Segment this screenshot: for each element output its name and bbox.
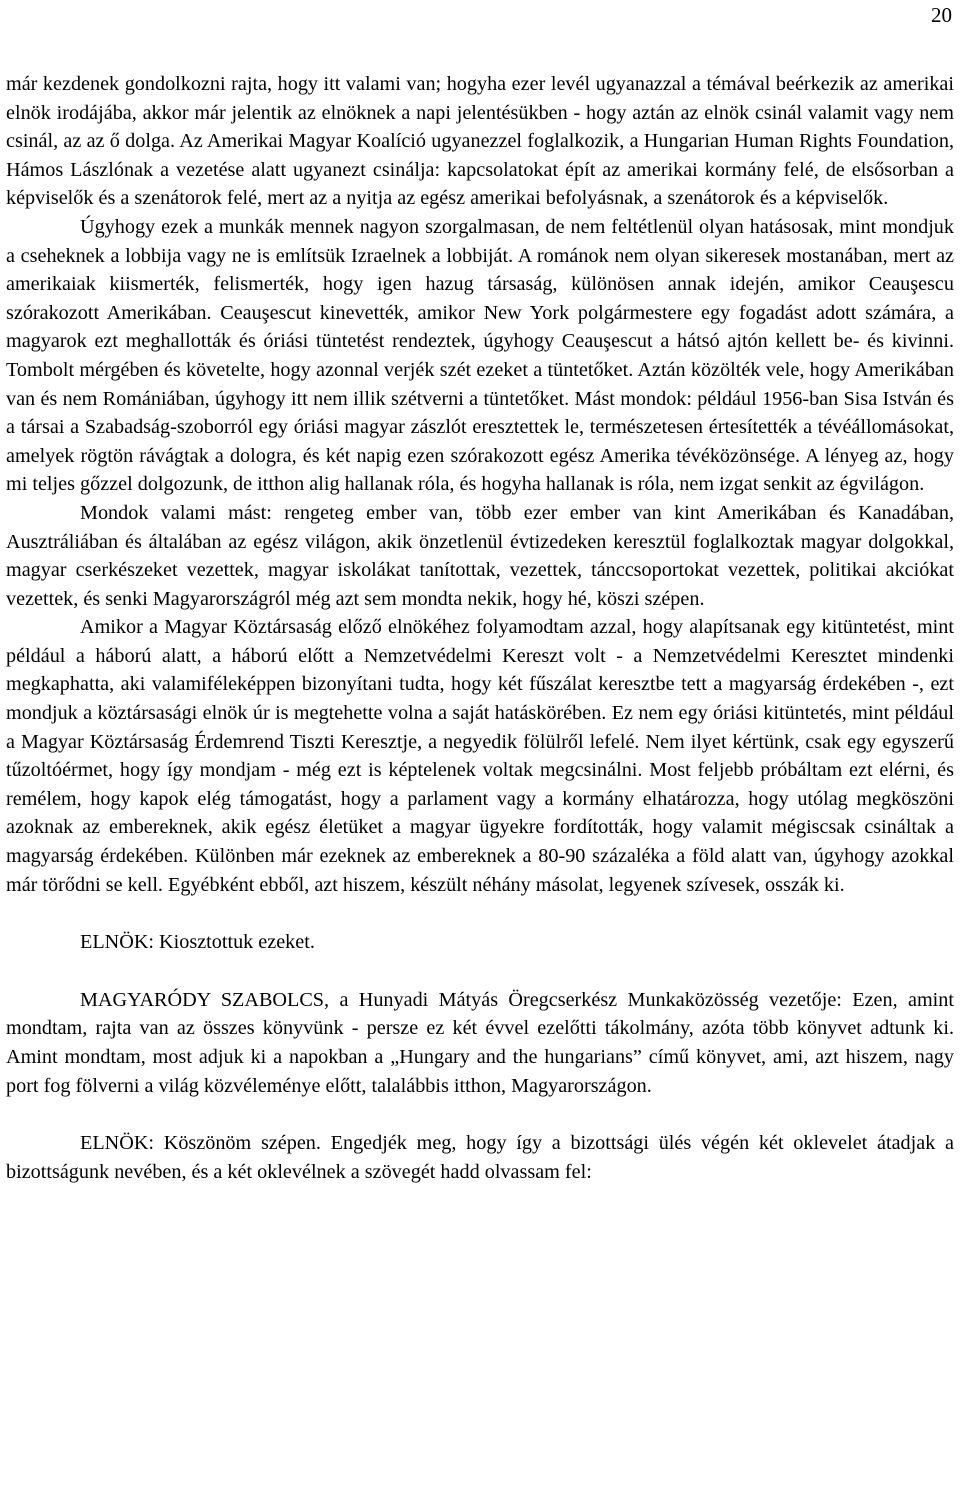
paragraph-continuation: már kezdenek gondolkozni rajta, hogy itt valami van; hogyha ezer levél ugyanazzal a témával beérkezik az amerikai elnök irodájába, akkor már jelentik az elnöknek a napi jelentésükben - hogy aztán az elnök csinál valamit vagy nem csinál, az az ő dolga. Az Amerikai Magyar Koalíció ugyanezzel foglalkozik, a Hungarian Human Rights Foundation, Hámos Lászlónak a vezetése alatt ugyanezt csinálja: kapcsolatokat épít az amerikai kormány felé, de elsősorban a képviselők és a szenátorok felé, mert az a nyitja az egész amerikai befolyásnak, a szenátorok és a képviselők.: [6, 73, 954, 210]
document-body: [6, 70, 954, 1186]
paragraph-volunteers: Mondok valami mást: rengeteg ember van, több ezer ember van kint Amerikában és Kanadában, Ausztráliában és általában az egész világon, akik önzetlenül évtizedeken keresztül foglalkoztak magyar dolgokkal, magyar cserkészeket vezettek, magyar iskolákat tanítottak, vezettek, tánccsoportokat vezettek, politikai akciókat vezettek, és senki Magyarországról még azt sem mondta nekik, hogy hé, köszi szépen.: [6, 501, 954, 610]
page-number: 20: [931, 3, 952, 27]
paragraph-magyarody-speech: MAGYARÓDY SZABOLCS, a Hunyadi Mátyás Öregcserkész Munkaközösség vezetője: Ezen, amint mondtam, rajta van az összes könyvünk - persze ez két évvel ezelőtti tákolmány, azóta több könyvet adtunk ki. Amint mondtam, most adjuk ki a napokban a „Hungary and the hungarians” című könyvet, ami, azt hiszem, nagy port fog fölverni a világ közvéleménye előtt, talalábbis itthon, Magyarországon.: [6, 988, 954, 1097]
paragraph-chair-distributed: ELNÖK: Kiosztottuk ezeket.: [80, 931, 315, 954]
paragraph-lobbying: Úgyhogy ezek a munkák mennek nagyon szorgalmasan, de nem feltétlenül olyan hatásosak, mint mondjuk a cseheknek a lobbija vagy ne is említsük Izraelnek a lobbiját. A románok nem olyan sikeresek mostanában, mert az amerikaiak kiismerték, felismerték, hogy igen hazug társaság, különösen annak idején, amikor Ceauşescu szórakozott Amerikában. Ceauşescut kinevették, amikor New York polgármestere egy fogadást adott számára, a magyarok ezt meghallották és óriási tüntetést rendeztek, úgyhogy Ceauşescut a hátsó ajtón kellett be- és kivinni. Tombolt mérgében és követelte, hogy azonnal verjék szét ezeket a tüntetőket. Aztán közölték vele, hogy Amerikában van és nem Romániában, úgyhogy itt nem illik szétverni a tüntetőket. Mást mondok: például 1956-ban Sisa István és a társai a Szabadság-szoborról egy óriási magyar zászlót eresztettek le, természetesen értesítették a tévéállomásokat, amelyek rögtön rávágtak a dologra, és két napig ezen szórakozott egész Amerika tévéközönsége. A lényeg az, hogy mi teljes gőzzel dolgozunk, de itthon alig hallanak róla, és hogyha hallanak is róla, nem izgat senkit az égvilágon.: [6, 215, 954, 496]
paragraph-award-request: Amikor a Magyar Köztársaság előző elnökéhez folyamodtam azzal, hogy alapítsanak egy kitüntetést, mint például a háború alatt, a háború előtt a Nemzetvédelmi Kereszt volt - a Nemzetvédelmi Keresztet mindenki megkaphatta, aki valamiféleképpen bizonyítani tudta, hogy két fűszálat keresztbe tett a magyarság érdekében -, ezt mondjuk a köztársasági elnök úr is megtehette volna a saját hatáskörében. Ez nem egy óriási kitüntetés, mint például a Magyar Köztársaság Érdemrend Tiszti Keresztje, a negyedik fölülről lefelé. Nem ilyet kértünk, csak egy egyszerű tűzoltóérmet, hogy így mondjam - még ezt is képtelenek voltak megcsinálni. Most feljebb próbáltam ezt elérni, és remélem, hogy kapok elég támogatást, hogy a parlament vagy a kormány elhatározza, hogy utólag megköszöni azoknak az embereknek, akik egész életüket a magyar ügyekre fordították, hogy valamit mégiscsak csináltak a magyarság érdekében. Különben már ezeknek az embereknek a 80-90 százaléka a föld alatt van, úgyhogy azokkal már törődni se kell. Egyébként ebből, azt hiszem, készült néhány másolat, legyenek szívesek, osszák ki.: [6, 616, 954, 896]
paragraph-chair-thanks: ELNÖK: Köszönöm szépen. Engedjék meg, hogy így a bizottsági ülés végén két oklevelet átadjak a bizottságunk nevében, és a két oklevélnek a szövegét hadd olvassam fel:: [6, 1132, 954, 1183]
